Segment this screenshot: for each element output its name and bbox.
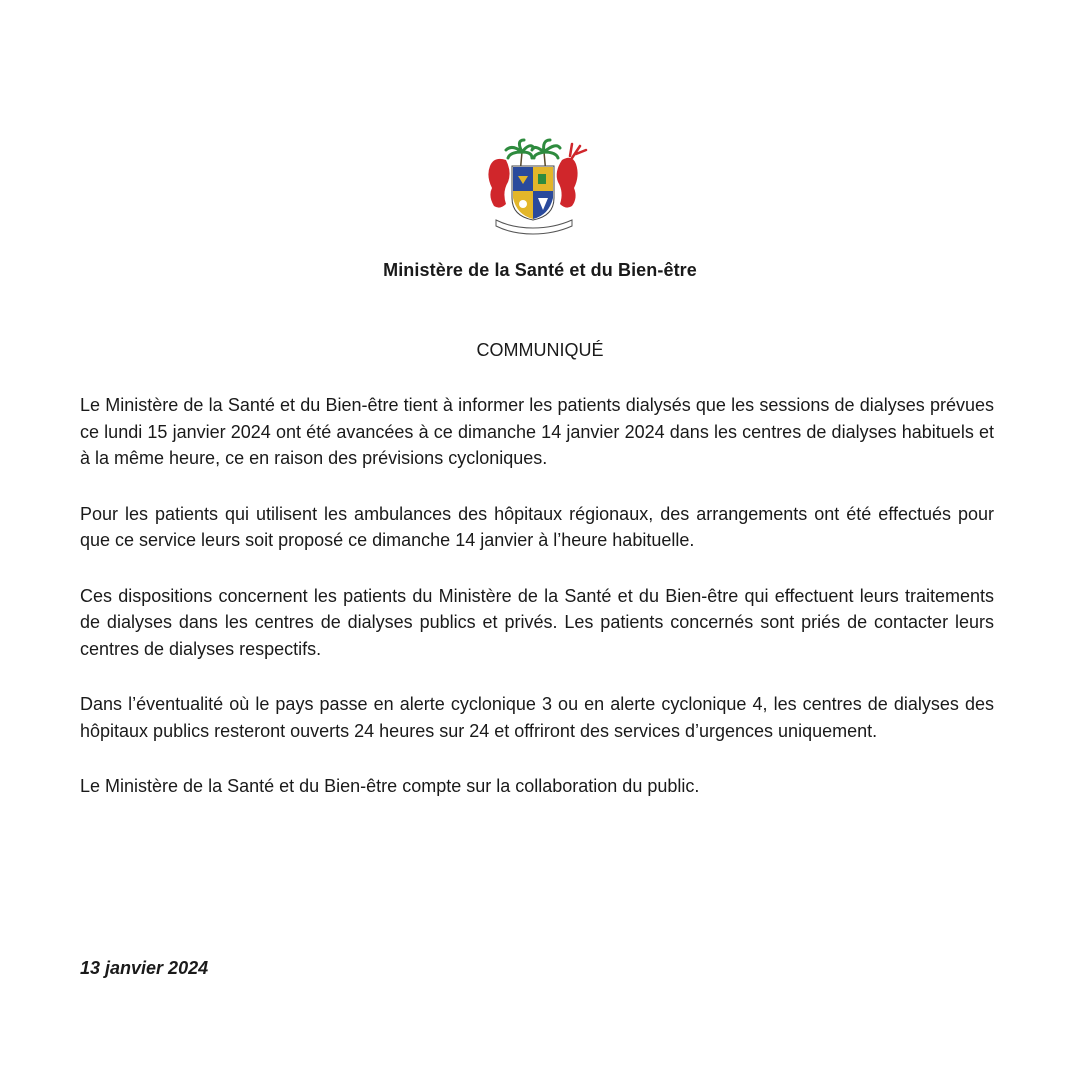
paragraph-4: Dans l’éventualité où le pays passe en alerte cyclonique 3 ou en alerte cyclonique 4, les centres de dialyses des hôpitaux publics resteront ouverts 24 heures sur 24 et offriront des services d’urgences uniquement. [80, 694, 994, 741]
paragraph-1: Le Ministère de la Santé et du Bien-être tient à informer les patients dialysés que les sessions de dialyses prévues ce lundi 15 janvier 2024 ont été avancées à ce dimanche 14 janvier 2024 dans les centres de dialyses habituels et à la même heure, ce en raison des prévisions cycloniques. [80, 395, 994, 468]
paragraph-3: Ces dispositions concernent les patients du Ministère de la Santé et du Bien-être qui effectuent leurs traitements de dialyses dans les centres de dialyses publics et privés. Les patients concernés sont priés de contacter leurs centres de dialyses respectifs. [80, 585, 994, 659]
paragraph-5: Le Ministère de la Santé et du Bien-être compte sur la collaboration du public. [80, 776, 700, 796]
document-date: 13 janvier 2024 [80, 958, 209, 978]
document-title: COMMUNIQUÉ [476, 340, 604, 360]
coat-of-arms-icon [472, 136, 596, 236]
communique-body [80, 392, 994, 829]
ministry-name: Ministère de la Santé et du Bien-être [383, 260, 697, 280]
paragraph-2: Pour les patients qui utilisent les ambulances des hôpitaux régionaux, des arrangements ont été effectués pour que ce service leurs soit proposé ce dimanche 14 janvier à l’heure habituelle. [80, 503, 994, 550]
